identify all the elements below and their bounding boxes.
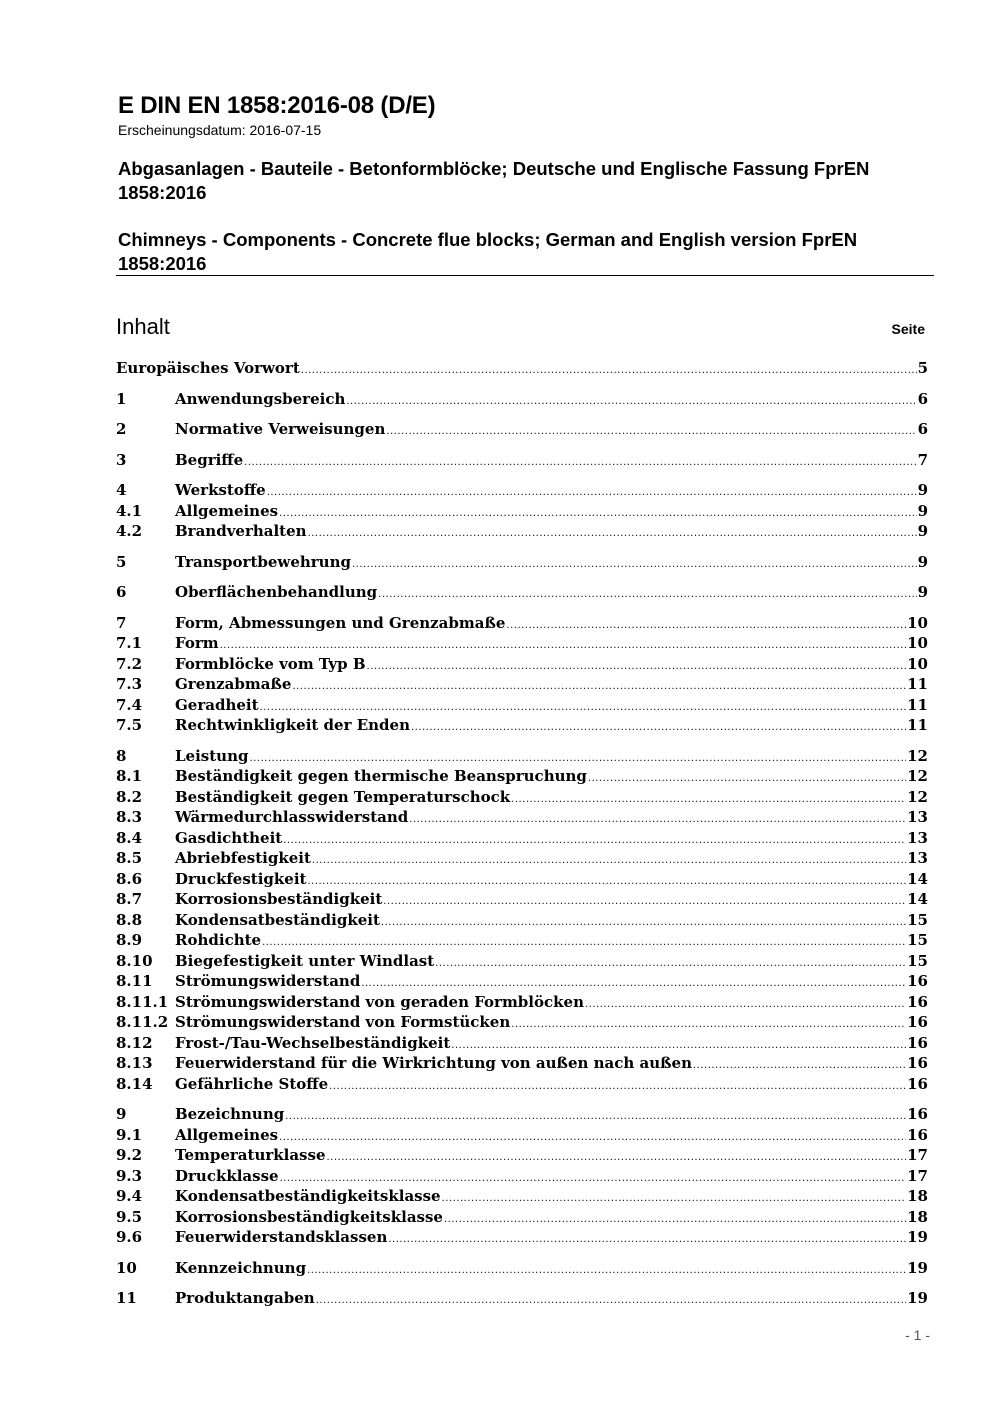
toc-entry-number: 8.6 <box>116 869 143 888</box>
toc-dot-leader <box>346 389 916 413</box>
toc-entry-number: 8.2 <box>116 787 143 806</box>
toc-entry-number: 9.1 <box>116 1125 143 1144</box>
toc-entry[interactable] <box>116 480 928 501</box>
toc-entry-title: Leistung <box>175 746 249 765</box>
toc-entry[interactable] <box>116 1074 928 1095</box>
toc-entry-title: Wärmedurchlasswiderstand <box>175 808 409 826</box>
toc-entry-title: Oberflächenbehandlung <box>175 583 378 601</box>
toc-entry[interactable] <box>116 654 928 675</box>
toc-entry-title: Produktangaben <box>175 1289 315 1307</box>
toc-entry[interactable] <box>116 766 928 787</box>
toc-entry[interactable] <box>116 971 928 992</box>
toc-entry[interactable] <box>116 807 928 828</box>
header-divider <box>116 275 934 276</box>
toc-entry-title: Kennzeichnung <box>175 1258 307 1277</box>
toc-entry-title: Temperaturklasse <box>175 1146 326 1164</box>
toc-entry-page: 14 <box>907 869 928 888</box>
toc-entry-title: Form <box>175 634 219 652</box>
toc-entry-number: 3 <box>116 450 127 469</box>
toc-entry[interactable] <box>116 1166 928 1187</box>
toc-entry[interactable] <box>116 828 928 849</box>
toc-dot-leader <box>316 1288 906 1312</box>
toc-entry-number: 8.3 <box>116 808 143 826</box>
toc-entry-page: 7 <box>917 450 928 469</box>
toc-entry-number: 8.9 <box>116 931 143 949</box>
toc-entry-number: 8.1 <box>116 767 143 785</box>
toc-entry-page: 16 <box>907 1054 928 1072</box>
toc-entry[interactable] <box>116 1053 928 1074</box>
toc-entry-page: 6 <box>917 420 928 438</box>
toc-entry[interactable] <box>116 1125 928 1146</box>
toc-entry-number: 9.4 <box>116 1187 143 1205</box>
toc-entry[interactable] <box>116 419 928 440</box>
toc-entry-number: 9.5 <box>116 1207 143 1226</box>
toc-entry-number: 7.1 <box>116 634 143 652</box>
toc-entry[interactable] <box>116 1012 928 1033</box>
toc-entry[interactable] <box>116 501 928 522</box>
toc-entry-title: Korrosionsbeständigkeit <box>175 890 383 908</box>
document-title-german: Abgasanlagen - Bauteile - Betonformblöcke; Deutsche und Englische Fassung FprEN 1858:2016 <box>118 158 870 203</box>
toc-entry-title: Beständigkeit gegen Temperaturschock <box>175 787 511 806</box>
toc-entry-number: 9.6 <box>116 1228 143 1246</box>
toc-entry-number: 8.13 <box>116 1054 153 1072</box>
toc-entry-number: 4.1 <box>116 501 143 520</box>
toc-entry-number: 4 <box>116 481 127 499</box>
toc-entry-title: Europäisches Vorwort <box>116 359 300 377</box>
toc-entry-title: Gefährliche Stoffe <box>175 1074 329 1093</box>
toc-entry-page: 12 <box>907 746 928 765</box>
toc-entry-number: 7.2 <box>116 654 143 673</box>
toc-entry-title: Feuerwiderstand für die Wirkrichtung von außen nach außen <box>175 1054 692 1072</box>
toc-entry-page: 13 <box>907 808 928 826</box>
toc-entry-title: Kondensatbeständigkeitsklasse <box>175 1187 441 1205</box>
toc-entry-page: 10 <box>907 654 928 673</box>
toc-entry-title: Strömungswiderstand von Formstücken <box>175 1013 511 1031</box>
toc-entry[interactable] <box>116 910 928 931</box>
toc-entry-page: 18 <box>907 1187 928 1205</box>
toc-dot-leader <box>352 552 917 576</box>
toc-entry-number: 6 <box>116 583 127 601</box>
toc-entry-title: Begriffe <box>175 450 244 469</box>
toc-entry-title: Allgemeines <box>175 1125 279 1144</box>
toc-entry[interactable] <box>116 1104 928 1125</box>
toc-entry-title: Frost-/Tau-Wechselbeständigkeit <box>175 1033 451 1052</box>
toc-entry-page: 15 <box>907 910 928 929</box>
toc-entry[interactable] <box>116 1145 928 1166</box>
toc-entry-number: 11 <box>116 1289 137 1307</box>
toc-entry-number: 8.11 <box>116 972 153 990</box>
toc-entry-page: 19 <box>907 1289 928 1307</box>
toc-entry-title: Grenzabmaße <box>175 675 292 693</box>
toc-entry[interactable] <box>116 1033 928 1054</box>
toc-entry-number: 8.4 <box>116 828 143 847</box>
toc-entry[interactable] <box>116 521 928 542</box>
toc-entry[interactable] <box>116 633 928 654</box>
toc-entry-number: 8.11.2 <box>116 1013 169 1031</box>
toc-entry-title: Korrosionsbeständigkeitsklasse <box>175 1207 443 1226</box>
toc-entry-page: 16 <box>907 1074 928 1093</box>
toc-dot-leader <box>301 358 917 382</box>
toc-entry-page: 16 <box>907 1033 928 1052</box>
toc-entry[interactable] <box>116 389 928 410</box>
toc-entry[interactable] <box>116 992 928 1013</box>
toc-entry-number: 9.3 <box>116 1166 143 1185</box>
toc-entry-title: Formblöcke vom Typ B <box>175 654 366 673</box>
toc-entry-page: 16 <box>907 972 928 990</box>
publication-date: Erscheinungsdatum: 2016-07-15 <box>118 122 322 138</box>
toc-entry-page: 19 <box>907 1228 928 1246</box>
toc-entry-number: 7.5 <box>116 716 143 734</box>
toc-dot-leader <box>329 1074 906 1098</box>
toc-entry-page: 18 <box>907 1207 928 1226</box>
toc-entry-number: 8.12 <box>116 1033 153 1052</box>
toc-dot-leader <box>244 450 916 474</box>
toc-entry-title: Normative Verweisungen <box>175 420 386 438</box>
toc-entry-title: Biegefestigkeit unter Windlast <box>175 951 435 970</box>
toc-entry-page: 15 <box>907 931 928 949</box>
toc-entry-title: Rohdichte <box>175 931 262 949</box>
toc-entry-number: 9 <box>116 1105 127 1123</box>
toc-entry-page: 6 <box>917 389 928 408</box>
toc-entry[interactable] <box>116 746 928 767</box>
toc-entry[interactable] <box>116 787 928 808</box>
toc-entry[interactable] <box>116 869 928 890</box>
toc-entry[interactable] <box>116 674 928 695</box>
toc-entry-page: 17 <box>907 1166 928 1185</box>
toc-entry-number: 7.4 <box>116 695 143 714</box>
toc-entry-page: 19 <box>907 1258 928 1277</box>
toc-entry-number: 8.14 <box>116 1074 153 1093</box>
toc-entry-number: 2 <box>116 420 127 438</box>
toc-entry-title: Druckklasse <box>175 1166 279 1185</box>
toc-entry[interactable] <box>116 848 928 869</box>
toc-entry-number: 5 <box>116 552 127 571</box>
toc-entry-page: 9 <box>917 481 928 499</box>
toc-entry-page: 5 <box>917 359 928 377</box>
toc-entry[interactable] <box>116 358 928 379</box>
toc-entry[interactable] <box>116 582 928 603</box>
toc-entry-title: Druckfestigkeit <box>175 869 307 888</box>
toc-entry[interactable] <box>116 715 928 736</box>
toc-entry-page: 16 <box>907 1105 928 1123</box>
toc-entry-number: 8.5 <box>116 849 143 867</box>
toc-entry-number: 1 <box>116 389 127 408</box>
toc-entry-title: Anwendungsbereich <box>175 389 346 408</box>
toc-entry[interactable] <box>116 951 928 972</box>
toc-entry[interactable] <box>116 450 928 471</box>
toc-entry-title: Bezeichnung <box>175 1105 285 1123</box>
toc-entry-title: Strömungswiderstand von geraden Formblöcken <box>175 992 584 1011</box>
toc-entry-page: 11 <box>907 675 928 693</box>
toc-dot-leader <box>386 419 916 443</box>
toc-entry-title: Geradheit <box>175 695 259 714</box>
toc-entry-page: 9 <box>917 522 928 540</box>
toc-entry-title: Abriebfestigkeit <box>175 849 311 867</box>
toc-entry-number: 9.2 <box>116 1146 143 1164</box>
page-number: - 1 - <box>905 1327 930 1343</box>
toc-entry-page: 12 <box>907 767 928 785</box>
toc-entry-page: 16 <box>907 1125 928 1144</box>
toc-entry[interactable] <box>116 1288 928 1309</box>
toc-dot-leader <box>308 521 917 545</box>
toc-page-column-heading: Seite <box>891 321 925 337</box>
toc-entry[interactable] <box>116 1227 928 1248</box>
toc-heading: Inhalt <box>116 314 170 339</box>
toc-entry-title: Werkstoffe <box>175 481 266 499</box>
toc-entry-number: 8.11.1 <box>116 992 169 1011</box>
toc-entry[interactable] <box>116 930 928 951</box>
toc-entry-title: Gasdichtheit <box>175 828 283 847</box>
toc-entry-title: Feuerwiderstandsklassen <box>175 1228 388 1246</box>
toc-entry-title: Beständigkeit gegen thermische Beanspruchung <box>175 767 587 785</box>
toc-entry-number: 7.3 <box>116 675 143 693</box>
toc-entry-page: 9 <box>917 552 928 571</box>
document-id: E DIN EN 1858:2016-08 (D/E) <box>118 92 436 119</box>
toc-entry-title: Kondensatbeständigkeit <box>175 910 380 929</box>
table-of-contents <box>116 358 928 1309</box>
toc-entry-title: Brandverhalten <box>175 522 307 540</box>
toc-entry-page: 9 <box>917 501 928 520</box>
toc-entry-number: 8.7 <box>116 890 143 908</box>
toc-entry-page: 11 <box>907 695 928 714</box>
toc-entry[interactable] <box>116 552 928 573</box>
toc-entry-page: 16 <box>907 1013 928 1031</box>
toc-dot-leader <box>388 1227 906 1251</box>
toc-entry-number: 8.10 <box>116 951 153 970</box>
toc-entry-page: 12 <box>907 787 928 806</box>
toc-entry-page: 13 <box>907 849 928 867</box>
toc-entry-page: 11 <box>907 716 928 734</box>
toc-dot-leader <box>378 582 916 606</box>
toc-entry-number: 8.8 <box>116 910 143 929</box>
toc-entry-page: 14 <box>907 890 928 908</box>
toc-entry-title: Transportbewehrung <box>175 552 351 571</box>
toc-entry[interactable] <box>116 1207 928 1228</box>
toc-entry[interactable] <box>116 889 928 910</box>
toc-entry-number: 4.2 <box>116 522 143 540</box>
toc-dot-leader <box>411 715 906 739</box>
toc-entry[interactable] <box>116 613 928 634</box>
toc-entry-title: Form, Abmessungen und Grenzabmaße <box>175 613 506 632</box>
toc-dot-leader <box>307 1258 906 1282</box>
toc-entry-page: 10 <box>907 613 928 632</box>
document-title-english: Chimneys - Components - Concrete flue blocks; German and English version FprEN 1858:2016 <box>118 229 858 274</box>
toc-entry-page: 15 <box>907 951 928 970</box>
toc-entry-number: 8 <box>116 746 127 765</box>
toc-entry-page: 13 <box>907 828 928 847</box>
toc-entry[interactable] <box>116 1258 928 1279</box>
toc-entry-page: 10 <box>907 634 928 652</box>
toc-entry-title: Strömungswiderstand <box>175 972 361 990</box>
toc-entry-number: 7 <box>116 613 127 632</box>
toc-entry-page: 9 <box>917 583 928 601</box>
toc-entry-title: Allgemeines <box>175 501 279 520</box>
toc-entry[interactable] <box>116 695 928 716</box>
toc-entry-number: 10 <box>116 1258 137 1277</box>
toc-entry-page: 16 <box>907 992 928 1011</box>
toc-entry-title: Rechtwinkligkeit der Enden <box>175 716 410 734</box>
toc-entry[interactable] <box>116 1186 928 1207</box>
toc-entry-page: 17 <box>907 1146 928 1164</box>
